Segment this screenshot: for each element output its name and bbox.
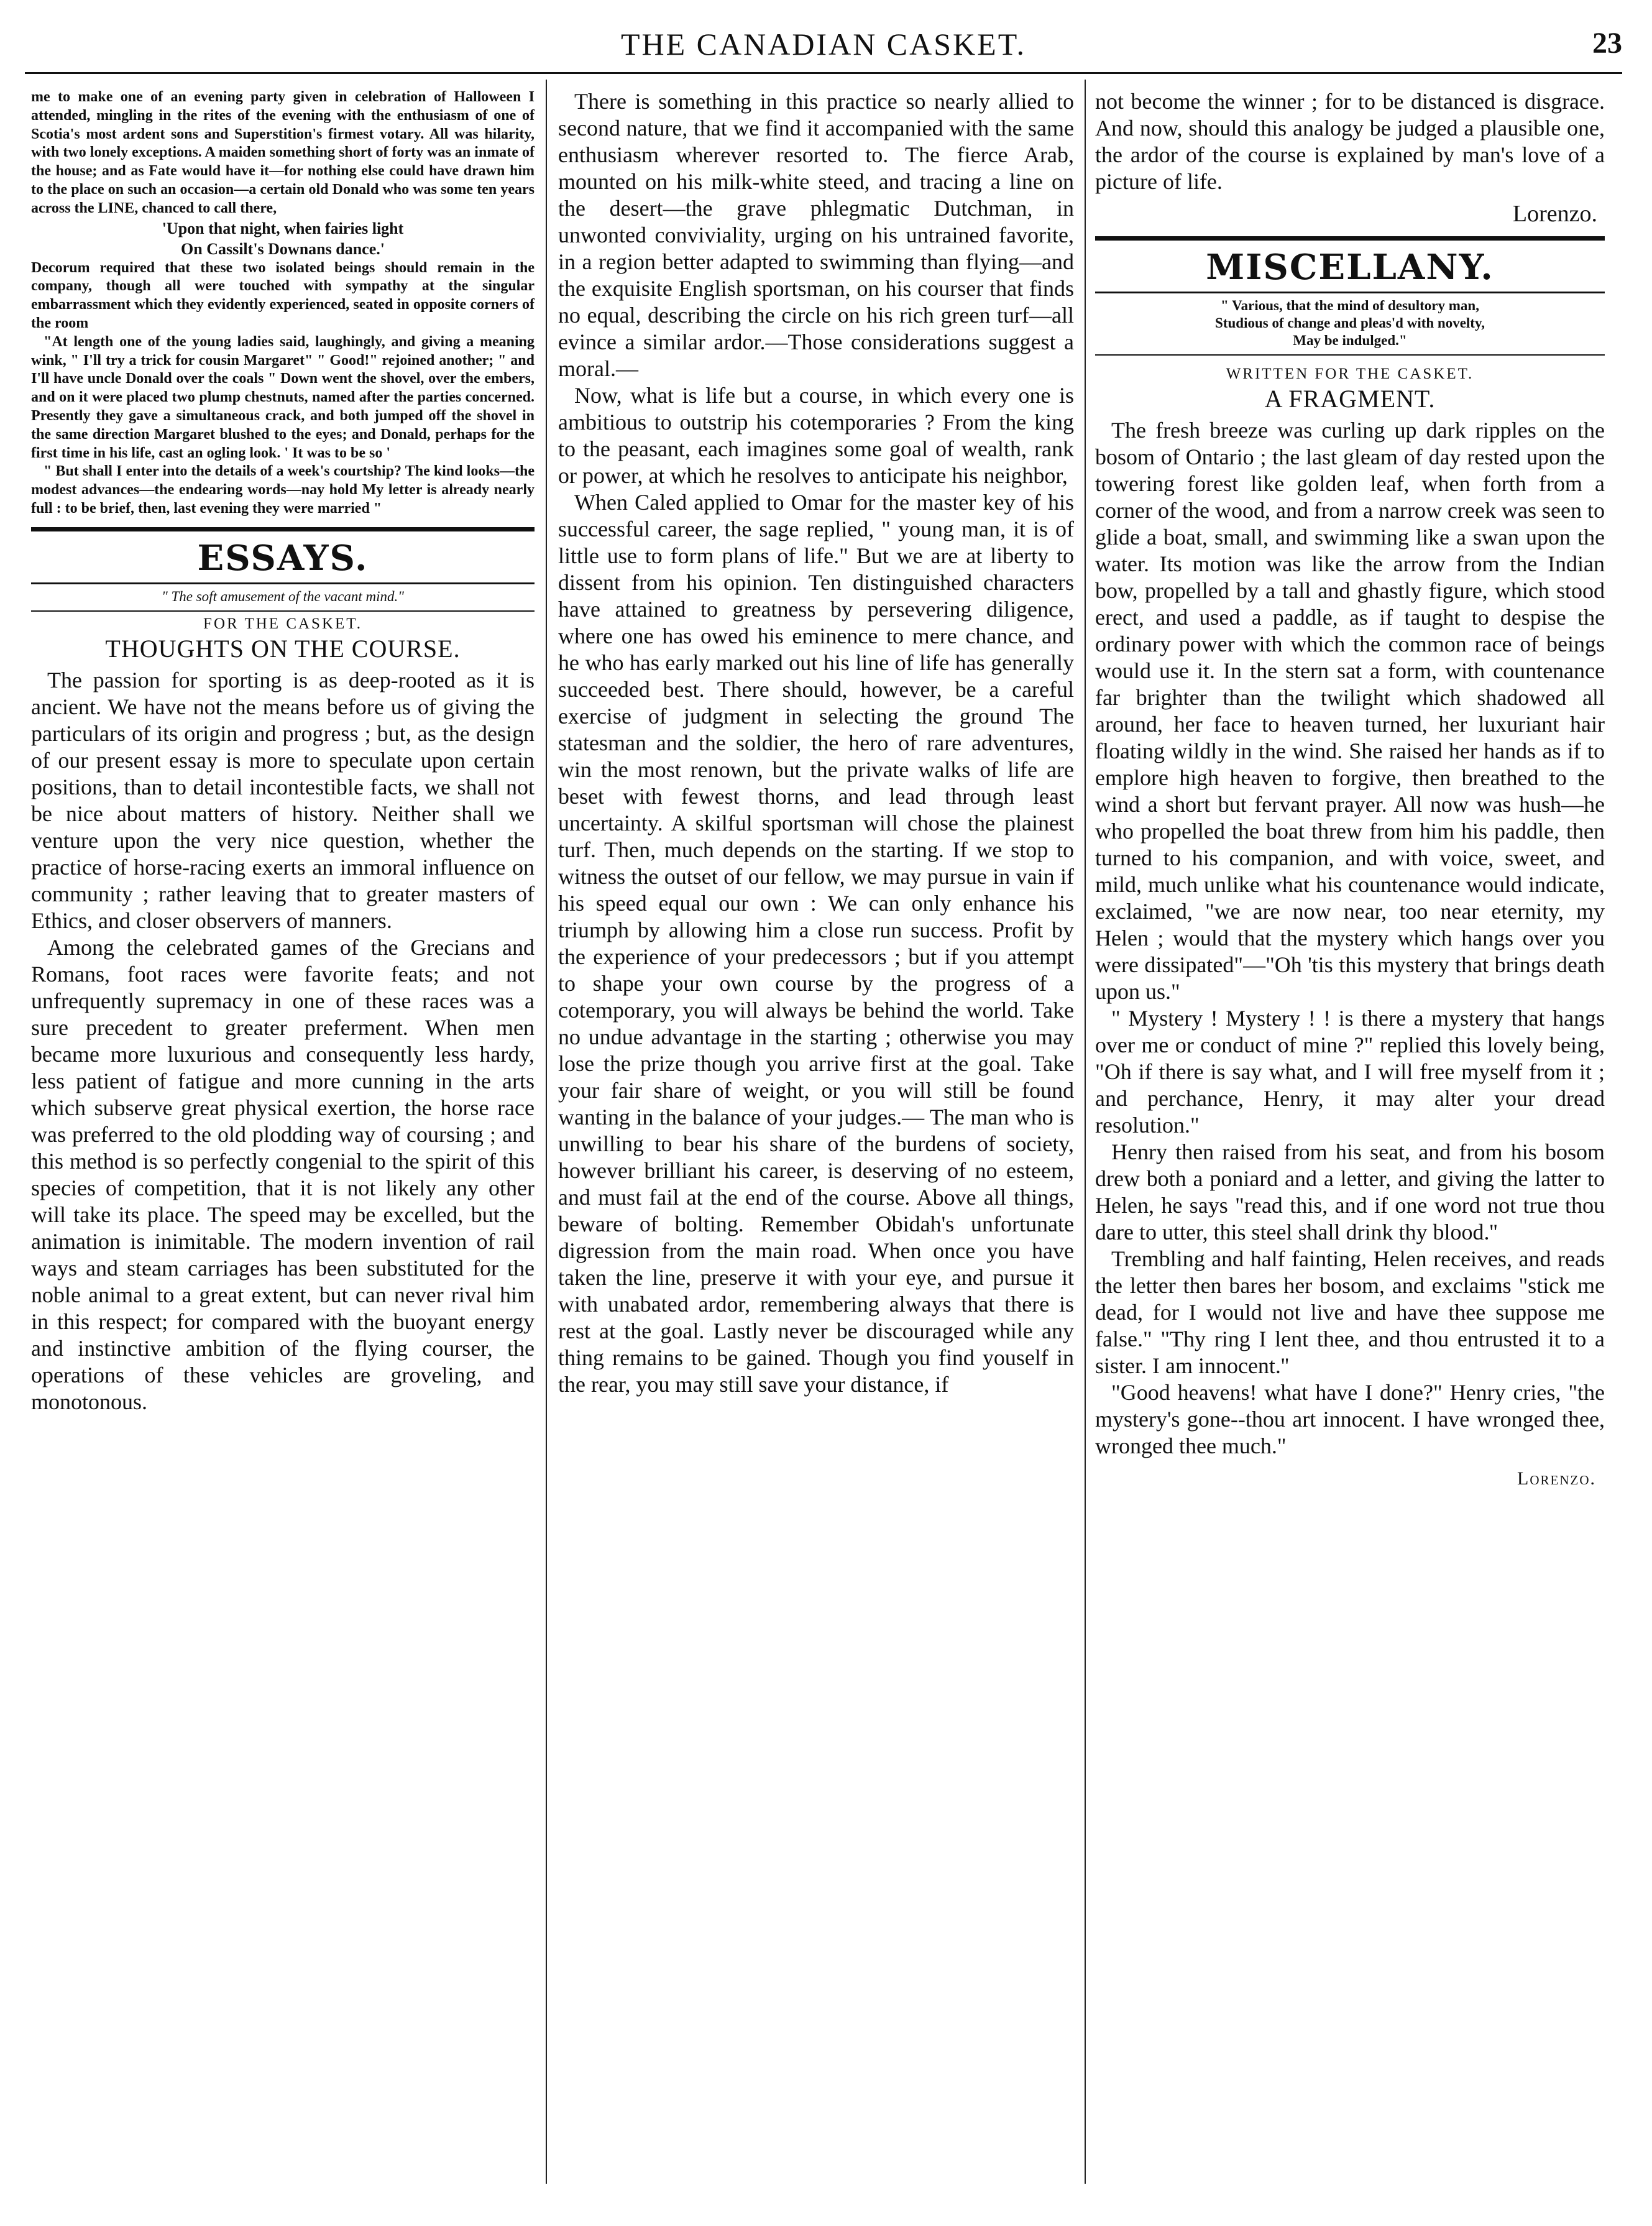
verse-line: On Cassilt's Downans dance.' [181,239,385,258]
halloween-paragraph: me to make one of an evening party given in celebration of Halloween I attended, mingling in the rites of the evening with the enthusiasm of one of Scotia's most ardent sons and Superstition's firmest votary. All was hilarity, with two lonely exceptions. A maiden something short of forty was an inmate of the house; and as Fate would have it—for nothing else could have drawn him to the place on such an occasion—a certain old Donald who was some ten years across the LINE, chanced to call there, [31,89,535,216]
paragraph: When Caled applied to Omar for the master key of his successful career, the sage replied, " young man, it is of little use to form plans of life." But we are at liberty to dissent from his opinion. Ten distinguished characters have attained to greatness by persevering diligence, where one has owed his eminence to mere chance, and he who has early marked out his line of life has generally succeeded best. There should, however, be a careful exercise of judgment in selecting the ground The statesman and the soldier, the hero of rare adventures, win the most renown, but the private walks of life are beset with fewest thorns, and lead through least uncertainty. A skilful sportsman will chose the plainest turf. Then, much depends on the starting. If we stop to witness the outset of our fellow, we may pursue in vain if his speed equal our own : We can only enhance his triumph by allowing him a close run success. Profit by the experience of your predecessors ; but if you attempt to shape your own course by the progress of a cotemporary, you will always be behind the world. Take no undue advantage in the starting ; otherwise you may lose the prize though you arrive first at the goal. Take your fair share of weight, or you will still be found wanting in the balance of your judges.— The man who is unwilling to bear his share of the burdens of society, however brilliant his career, is deserving of no esteem, and must fail at the end of the course. Above all things, beware of bolting. Remember Obidah's unfortunate digression from the main road. When once you have taken the line, preserve it with your eye, and pursue it with unabated ardor, remembering always that there is rest at the goal. Lastly never be discouraged while any thing remains to be gained. Though you find youself in the rear, you may still save your distance, if [558,490,1074,1397]
article-title: THOUGHTS ON THE COURSE. [105,634,461,663]
miscellany-section-header [1095,236,1605,293]
essay-continued [558,88,1074,1398]
column-3 [1095,88,1605,1489]
section-title: ESSAYS. [197,537,369,579]
paragraph: "Good heavens! what have I done?" Henry cries, "the mystery's gone--thou art innocent. I have wronged thee, wronged thee much." [1095,1380,1605,1458]
section-title: MISCELLANY. [1206,247,1494,288]
halloween-letter [31,88,535,518]
paragraph: The fresh breeze was curling up dark ripples on the bosom of Ontario ; the last gleam of day rested upon the towering forest like golden leaf, when forth from a corner of the wood, and from a narrow creek was seen to glide a boat, small, and swimming like a swan upon the water. Its motion was like the arrow from the Indian bow, propelled by a tall and ghastly figure, which stood erect, and used a paddle, as if taught to despise the ordinary power with which the common race of beings would use it. In the stern sat a form, with countenance far brighter than the twilight which shadowed all around, her face to heaven turned, her luxuriant hair floating wildly in the wind. She raised her hands as if to emplore high heaven to forgive, then breathed to the wind a short but fervant prayer. All now was hush—he who propelled the boat threw from him his paddle, then turned to his companion, and with voice, sweet, and mild, much unlike what his countenance would indicate, exclaimed, "we are now near, too near eternity, my Helen ; would that the mystery which hangs over you were dissipated"—"Oh 'tis this mystery that brings death upon us." [1095,418,1605,1004]
verse-quote [31,218,535,259]
column-divider-2 [1085,80,1086,2184]
halloween-paragraph: Decorum required that these two isolated beings should remain in the company, though all were touched with sympathy at the singular embarrassment which they evidently experienced, seated in opposite corners of the room [31,259,535,331]
header-rule [25,72,1622,74]
page-header [25,26,1622,71]
paragraph: " Mystery ! Mystery ! ! is there a mystery that hangs over me or conduct of mine ?" replied this lovely being, "Oh if there is say what, and I will free myself from it ; and perchance, Henry, it may alter your dread resolution." [1095,1006,1605,1138]
page-number: 23 [1592,27,1622,60]
page-title: THE CANADIAN CASKET. [620,27,1027,62]
motto-line: May be indulged." [1293,333,1407,348]
motto-line: Studious of change and pleas'd with novelty, [1215,315,1485,331]
paragraph: Henry then raised from his seat, and from his bosom drew both a poniard and a letter, and giving the latter to Helen, he says "read this, and if one word not true thou dare to utter, this steel shall drink thy blood.'' [1095,1139,1605,1244]
paragraph: There is something in this practice so nearly allied to second nature, that we find it accompanied with the same enthusiasm wherever resorted to. The fierce Arab, mounted on his milk-white steed, and tracing a line on the desert—the grave phlegmatic Dutchman, in unwonted conviviality, urging on his untrained favorite, in a region better adapted to swimming than flying—and the exquisite English sportsman, on his courser that finds no equal, describing the circle on his rich green turf—all evince a similar ardor.—Those considerations suggest a moral.— [558,89,1074,381]
column-2 [558,88,1074,1398]
motto-line: " Various, that the mind of desultory man, [1221,298,1479,313]
paragraph: Now, what is life but a course, in which every one is ambitious to outstrip his cotemporaries ? From the king to the peasant, each imagines some goal of wealth, rank or power, at which he resolves to anticipate his neighbor, [558,383,1074,488]
paragraph: Trembling and half fainting, Helen receives, and reads the letter then bares her bosom, and exclaims "stick me dead, for I would not live and have thee suppose me false." "Thy ring I lent thee, and thou entrusted it to a sister. I am innocent.'' [1095,1246,1605,1378]
column-1 [31,88,535,1415]
article-title: A FRAGMENT. [1264,385,1436,413]
story-signature: Lorenzo. [1517,1468,1596,1489]
paragraph: Among the celebrated games of the Grecians and Romans, foot races were favorite feats; and not unfrequently supremacy in one of these races was a sure precedent to greater preferment. When men became more luxurious and consequently less hardy, less patient of fatigue and more cunning in the arts which subserve great physical exertion, the horse race was preferred to the old plodding way of coursing ; and this method is so perfectly congenial to the spirit of this species of competition, that it is not likely any other will take its place. The speed may be excelled, but the animation is inimitable. The modern invention of rail ways and steam carriages has been substituted for the noble animal to a great extent, but can never rival him in this respect; for compared with the buoyant energy and instinctive ambition of the flying courser, the operations of these vehicles are groveling, and monotonous. [31,934,535,1414]
written-for-line: WRITTEN FOR THE CASKET. [1226,366,1474,382]
essay-signature: Lorenzo. [1512,201,1597,227]
section-motto [1095,297,1605,356]
verse-line: 'Upon that night, when fairies light [162,219,404,237]
essay-body [31,667,535,1415]
section-motto: " The soft amusement of the vacant mind." [31,588,535,612]
essays-section-header [31,527,535,584]
halloween-paragraph: " But shall I enter into the details of a week's courtship? The kind looks—the modest advances—the endearing words—nay hold My letter is already nearly full : to be brief, then, last evening they were married " [31,463,535,517]
column-divider-1 [546,80,547,2184]
paragraph: The passion for sporting is as deep-rooted as it is ancient. We have not the means before us of giving the particulars of its origin and progress ; but, as the design of our present essay is more to speculate upon certain positions, than to detail incontestible facts, we shall not be nice about matters of history. Neither shall we venture upon the very nice question, whether the practice of horse-racing exerts an immoral influence on community ; rather leaving that to greater masters of Ethics, and closer observers of manners. [31,667,535,933]
for-casket-line: FOR THE CASKET. [203,615,362,632]
essay-conclusion [1095,88,1605,195]
story-body [1095,417,1605,1460]
halloween-paragraph: "At length one of the young ladies said, laughingly, and giving a meaning wink, " I'll try a trick for cousin Margaret" " Good!" rejoined another; " and I'll have uncle Donald over the coals " Down went the shovel, over the embers, and on it were placed two plump chestnuts, named after the parties concerned. Presently they gave a simultaneous crack, and both jumped off the shovel in the same direction Margaret blushed to the eyes; and Donald, perhaps for the first time in his life, cast an ogling look. ' It was to be so ' [31,333,535,461]
paragraph: not become the winner ; for to be distanced is disgrace. And now, should this analogy be judged a plausible one, the ardor of the course is explained by man's love of a picture of life. [1095,89,1605,194]
